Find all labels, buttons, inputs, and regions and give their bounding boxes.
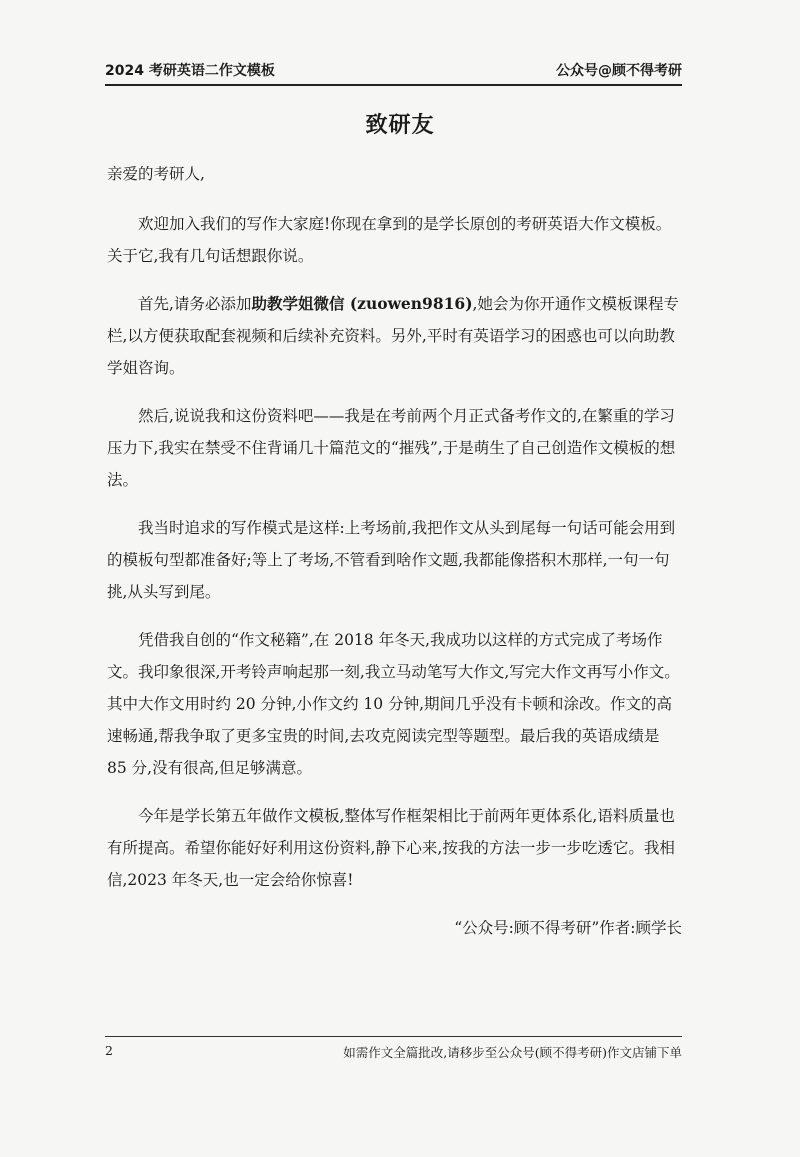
paragraph-6: 今年是学长第五年做作文模板,整体写作框架相比于前两年更体系化,语料质量也有所提高。希望你能好好利用这份资料,静下心来,按我的方法一步一步吃透它。我相信,2023 年冬天,也一定会给你惊喜! <box>107 807 675 889</box>
paragraph-4: 我当时追求的写作模式是这样:上考场前,我把作文从头到尾每一句话可能会用到的模板句型都准备好;等上了考场,不管看到啥作文题,我都能像搭积木那样,一句一句挑,从头写到尾。 <box>107 519 676 601</box>
paragraph-5: 凭借我自创的“作文秘籍”,在 2018 年冬天,我成功以这样的方式完成了考场作文。我印象很深,开考铃声响起那一刻,我立马动笔写大作文,写完大作文再写小作文。其中大作文用时约 20 分钟,小作文约 10 分钟,期间几乎没有卡顿和涂改。作文的高速畅通,帮我争取了更多宝贵的时间,去攻克阅读完型等题型。最后我的英语成绩是 85 分,没有很高,但足够满意。 <box>107 631 680 777</box>
paragraph-1: 欢迎加入我们的写作大家庭!你现在拿到的是学长原创的考研英语大作文模板。关于它,我有几句话想跟你说。 <box>107 215 672 265</box>
assistant-wechat-highlight: 助教学姐微信 (zuowen9816) <box>251 294 473 313</box>
page-header <box>105 58 682 86</box>
footer-note: 如需作文全篇批改,请移步至公众号(顾不得考研)作文店铺下单 <box>343 1045 682 1060</box>
page-footer <box>105 1036 682 1061</box>
paragraph-3: 然后,说说我和这份资料吧——我是在考前两个月正式备考作文的,在繁重的学习压力下,我实在禁受不住背诵几十篇范文的“摧残”,于是萌生了自己创造作文模板的想法。 <box>107 407 676 489</box>
header-left-title: 2024 考研英语二作文模板 <box>105 63 275 79</box>
greeting: 亲爱的考研人, <box>107 165 205 183</box>
paragraph-2-text-a: 首先,请务必添加 <box>138 295 252 313</box>
signature: “公众号:顾不得考研”作者:顾学长 <box>454 919 682 937</box>
paragraph-2-text-b: ,她会为你开通作文模板课程专栏,以方便获取配套视频和后续补充资料。另外,平时有英语学习的困惑也可以向助教学姐咨询。 <box>107 295 679 377</box>
page-number: 2 <box>105 1043 113 1058</box>
header-right-account: 公众号@顾不得考研 <box>556 63 682 79</box>
letter-body <box>107 158 682 944</box>
page-title: 致研友 <box>365 113 435 138</box>
paragraph-2 <box>107 288 682 384</box>
